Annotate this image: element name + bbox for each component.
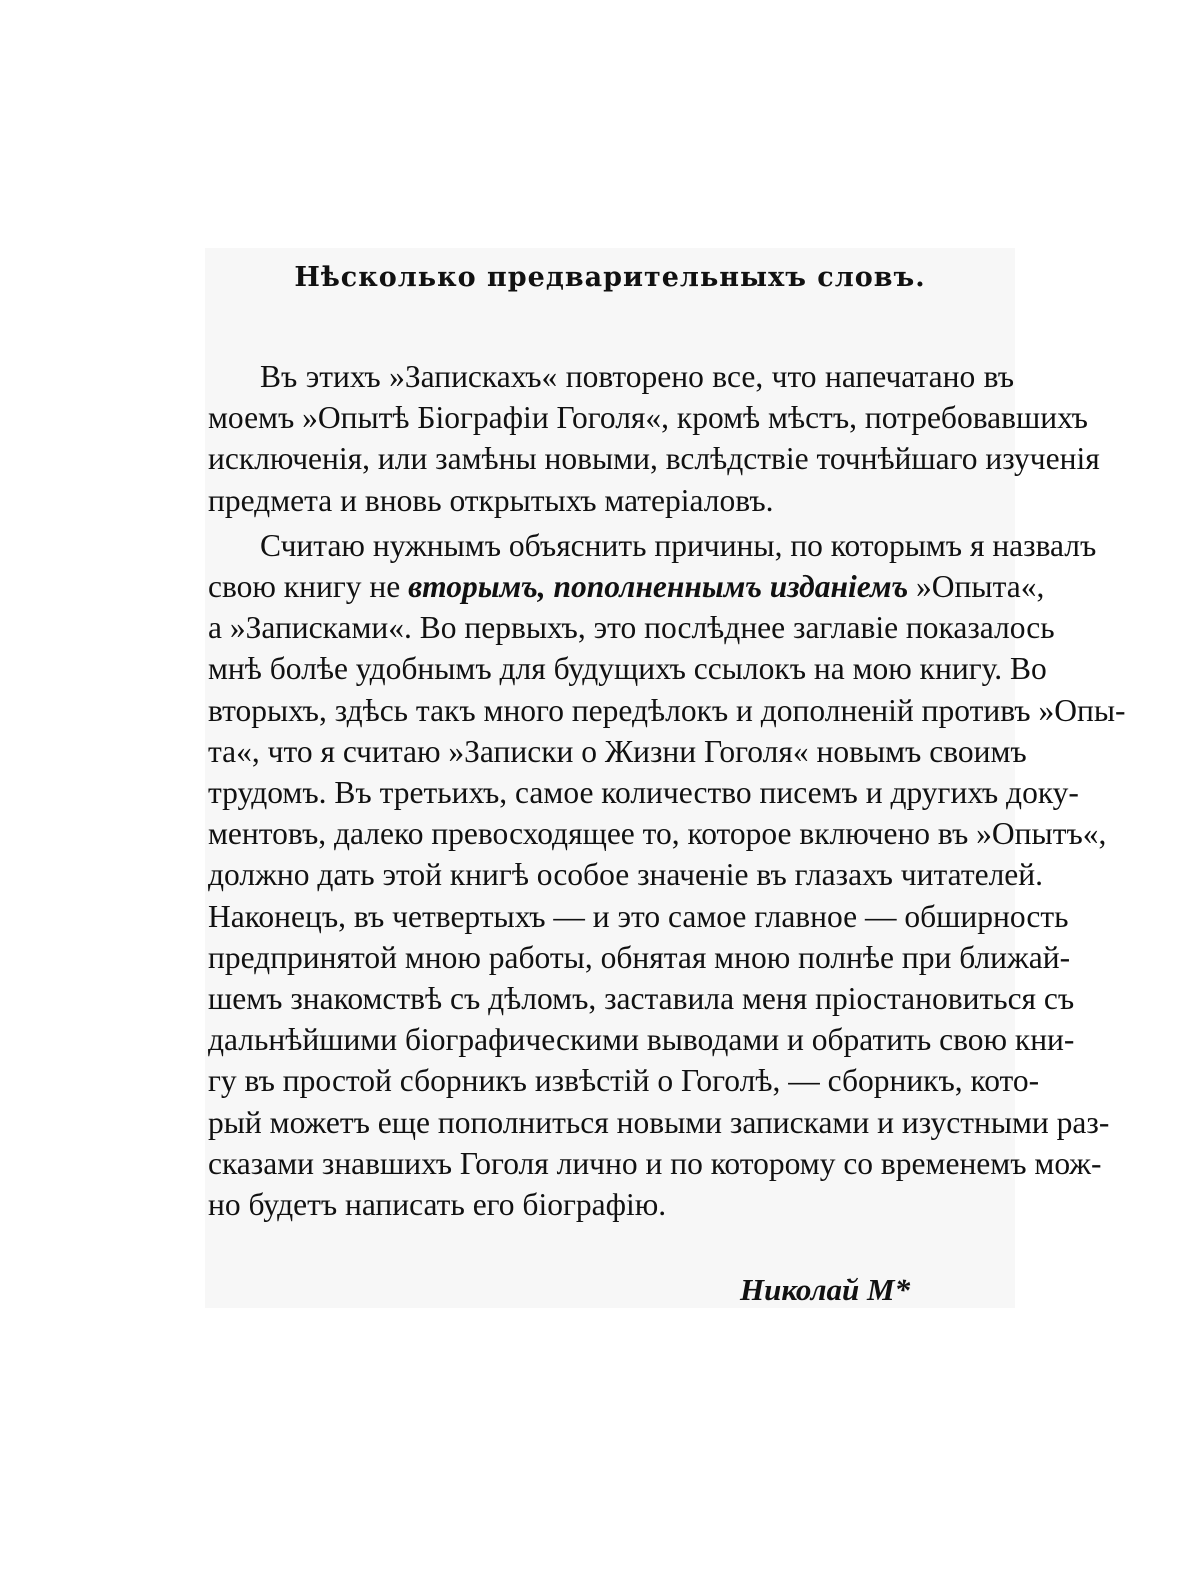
paragraph-1	[208, 356, 1100, 521]
text-line: дальнѣйшими біографическими выводами и обратить свою кни-	[208, 1022, 1075, 1058]
text-line: должно дать этой книгѣ особое значеніе въ глазахъ читателей.	[208, 857, 1043, 893]
text-line-with-emphasis	[208, 566, 1045, 607]
text-line: Въ этихъ »Запискахъ« повторено все, что напечатано въ	[260, 359, 1014, 394]
text-line: исключенія, или замѣны новыми, вслѣдствіе точнѣйшаго изученія	[208, 441, 1100, 477]
preface-body	[208, 356, 1126, 1225]
text-line: ментовъ, далеко превосходящее то, которое включено въ »Опытъ«,	[208, 816, 1107, 852]
page-title: Нѣсколько предварительныхъ словъ.	[294, 262, 926, 293]
text-line: предмета и вновь открытыхъ матеріаловъ.	[208, 482, 774, 518]
text-line: мнѣ болѣе удобнымъ для будущихъ ссылокъ на мою книгу. Во	[208, 651, 1047, 687]
text-line: но будетъ написать его біографію.	[208, 1187, 667, 1223]
text-line: моемъ »Опытѣ Біографіи Гоголя«, кромѣ мѣстъ, потребовавшихъ	[208, 400, 1088, 436]
text-line: сказами знавшихъ Гоголя лично и по которому со временемъ мож-	[208, 1145, 1102, 1181]
text-line: а »Записками«. Во первыхъ, это послѣднее заглавіе показалось	[208, 610, 1055, 646]
text-line: вторыхъ, здѣсь такъ много передѣлокъ и дополненій противъ »Опы-	[208, 692, 1126, 728]
text-segment: свою книгу не	[208, 569, 409, 605]
text-line: предпринятой мною работы, обнятая мною полнѣе при ближай-	[208, 939, 1071, 975]
text-line: гу въ простой сборникъ извѣстій о Гоголѣ, — сборникъ, кото-	[208, 1063, 1040, 1099]
text-line: Наконецъ, въ четвертыхъ — и это самое главное — обширность	[208, 898, 1069, 934]
text-line: трудомъ. Въ третьихъ, самое количество писемъ и другихъ доку-	[208, 775, 1079, 811]
text-line: та«, что я считаю »Записки о Жизни Гоголя« новымъ своимъ	[208, 733, 1027, 769]
text-line: рый можетъ еще пополниться новыми записками и изустными раз-	[208, 1104, 1110, 1140]
author-signature: Николай М*	[740, 1272, 911, 1307]
text-line: шемъ знакомствѣ съ дѣломъ, заставила меня пріостановиться съ	[208, 981, 1075, 1017]
paragraph-2	[208, 525, 1126, 1225]
text-segment: »Опыта«,	[908, 569, 1045, 605]
text-line: Считаю нужнымъ объяснить причины, по которымъ я назвалъ	[260, 527, 1097, 563]
emphasized-text: вторымъ, пополненнымъ изданіемъ	[408, 569, 909, 605]
